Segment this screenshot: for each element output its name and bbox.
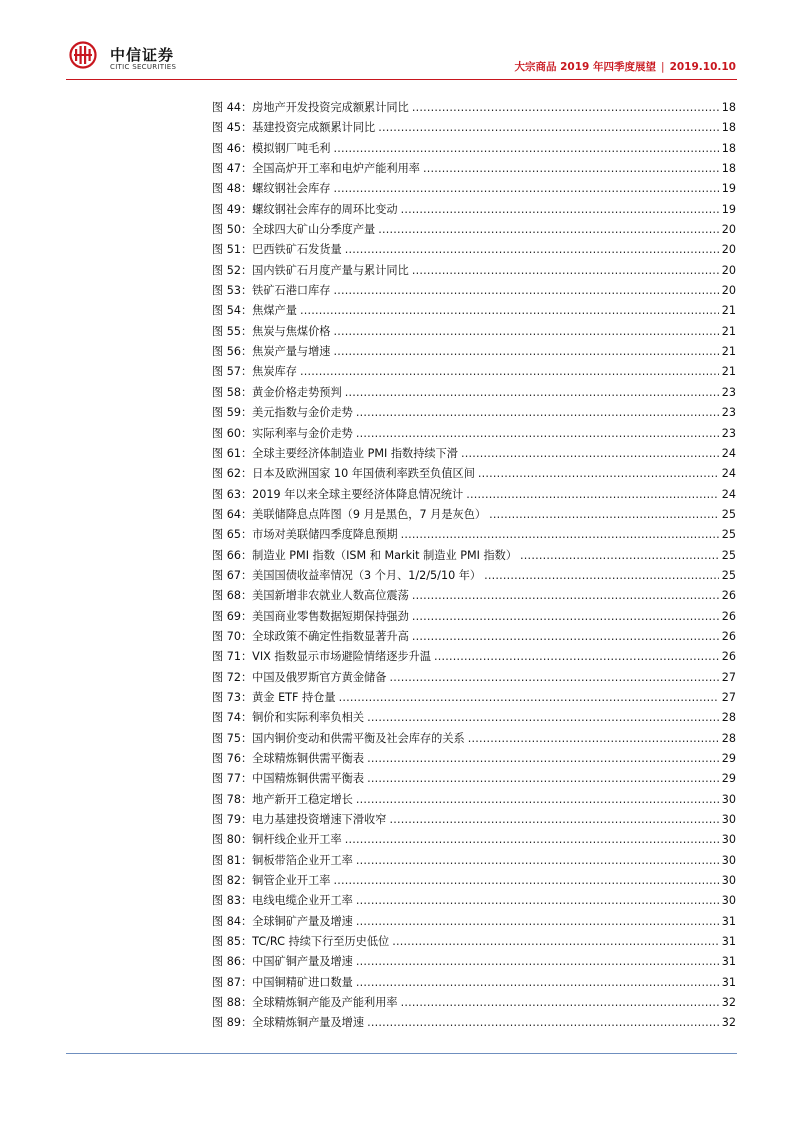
report-header xyxy=(514,59,736,74)
page-number: 24 xyxy=(721,446,736,460)
toc-entry[interactable] xyxy=(212,1013,736,1033)
figure-number: 图 76： xyxy=(212,752,253,765)
figure-number: 图 54： xyxy=(212,304,253,318)
page-number: 21 xyxy=(721,345,736,359)
toc-entry[interactable] xyxy=(212,729,736,749)
figure-title: 螺纹钢社会库存的周环比变动 xyxy=(252,202,398,216)
figure-number: 图 88： xyxy=(212,996,253,1010)
page-number: 30 xyxy=(721,894,736,908)
header-divider xyxy=(66,79,737,80)
toc-entry[interactable] xyxy=(212,546,736,566)
figure-title: 中国矿铜产量及增速 xyxy=(252,955,353,969)
leader-dots xyxy=(520,546,719,566)
figure-number: 图 65： xyxy=(212,528,253,542)
toc-entry[interactable] xyxy=(212,749,736,769)
header-separator: | xyxy=(661,61,665,73)
figure-title: 焦炭库存 xyxy=(252,365,297,379)
figure-number: 图 57： xyxy=(212,365,253,379)
toc-entry[interactable] xyxy=(212,98,736,118)
leader-dots xyxy=(367,749,719,769)
leader-dots xyxy=(334,871,719,891)
figure-number: 图 59： xyxy=(212,406,253,420)
toc-entry[interactable] xyxy=(212,830,736,850)
figure-title: 铜杆线企业开工率 xyxy=(252,833,342,847)
leader-dots xyxy=(356,851,719,871)
page-number: 20 xyxy=(721,284,736,298)
leader-dots xyxy=(300,362,719,382)
leader-dots xyxy=(478,464,719,484)
figure-number: 图 75： xyxy=(212,731,253,745)
leader-dots xyxy=(389,668,718,688)
figure-number: 图 82： xyxy=(212,874,253,888)
figure-number: 图 80： xyxy=(212,833,253,847)
page-number: 30 xyxy=(721,792,736,806)
leader-dots xyxy=(461,444,719,464)
figure-number: 图 62： xyxy=(212,467,253,481)
figure-title: 全球主要经济体制造业 PMI 指数持续下滑 xyxy=(252,446,458,460)
figure-title: 2019 年以来全球主要经济体降息情况统计 xyxy=(252,487,464,501)
toc-entry[interactable] xyxy=(212,912,736,932)
toc-entry[interactable] xyxy=(212,200,736,220)
figure-title: 铜板带箔企业开工率 xyxy=(252,853,353,867)
leader-dots xyxy=(412,627,719,647)
page-number: 30 xyxy=(721,874,736,888)
page-number: 26 xyxy=(721,609,736,623)
toc-entry[interactable] xyxy=(212,139,736,159)
citic-logo-icon xyxy=(66,40,108,70)
figure-number: 图 85： xyxy=(212,935,253,949)
toc-entry[interactable] xyxy=(212,810,736,830)
leader-dots xyxy=(334,139,719,159)
leader-dots xyxy=(367,769,719,789)
page-number: 26 xyxy=(721,589,736,603)
page-number: 23 xyxy=(721,385,736,399)
figure-title: 全球精炼铜供需平衡表 xyxy=(252,752,365,765)
figure-title: 基建投资完成额累计同比 xyxy=(252,121,376,135)
leader-dots xyxy=(401,200,719,220)
page-number: 32 xyxy=(721,1016,736,1030)
toc-entry[interactable] xyxy=(212,342,736,362)
page-number: 19 xyxy=(721,182,736,196)
figure-title: 铜管企业开工率 xyxy=(252,874,331,888)
toc-entry[interactable] xyxy=(212,424,736,444)
leader-dots xyxy=(334,281,719,301)
figure-number: 图 53： xyxy=(212,284,253,298)
leader-dots xyxy=(356,952,719,972)
leader-dots xyxy=(412,586,719,606)
page-number: 31 xyxy=(721,935,736,949)
page-number: 31 xyxy=(721,914,736,928)
leader-dots xyxy=(412,607,719,627)
figure-number: 图 44： xyxy=(212,101,253,114)
leader-dots xyxy=(356,790,719,810)
leader-dots xyxy=(356,912,719,932)
figure-title: 中国及俄罗斯官方黄金储备 xyxy=(252,670,387,684)
page-number: 28 xyxy=(721,711,736,725)
toc-entry[interactable] xyxy=(212,261,736,281)
toc-entry[interactable] xyxy=(212,993,736,1013)
figure-title: 焦炭产量与增速 xyxy=(252,345,331,359)
figure-number: 图 73： xyxy=(212,690,253,704)
figure-title: 铁矿石港口库存 xyxy=(252,284,331,298)
toc-entry[interactable] xyxy=(212,688,736,708)
brand-name-en: CITIC SECURITIES xyxy=(110,63,177,71)
leader-dots xyxy=(356,891,719,911)
page-number: 21 xyxy=(721,324,736,338)
leader-dots xyxy=(356,403,719,423)
figure-number: 图 81： xyxy=(212,853,253,867)
toc-entry[interactable] xyxy=(212,708,736,728)
page-number: 32 xyxy=(721,996,736,1010)
figure-title: 电力基建投资增速下滑收窄 xyxy=(252,813,387,827)
toc-entry[interactable] xyxy=(212,362,736,382)
figure-title: 美元指数与金价走势 xyxy=(252,406,353,420)
leader-dots xyxy=(401,525,719,545)
brand-name: 中信证券 xyxy=(110,46,175,64)
page-header xyxy=(0,0,802,80)
figure-title: 房地产开发投资完成额累计同比 xyxy=(252,101,409,114)
figure-title: 国内铁矿石月度产量与累计同比 xyxy=(252,263,409,277)
figure-title: 中国精炼铜供需平衡表 xyxy=(252,772,365,786)
toc-entry[interactable] xyxy=(212,851,736,871)
page-number: 27 xyxy=(721,690,736,704)
figure-title: 日本及欧洲国家 10 年国债利率跌至负值区间 xyxy=(252,467,475,481)
figure-title: VIX 指数显示市场避险情绪逐步升温 xyxy=(252,650,431,664)
toc-entry[interactable] xyxy=(212,383,736,403)
leader-dots xyxy=(389,810,718,830)
toc-entry[interactable] xyxy=(212,118,736,138)
page-number: 20 xyxy=(721,263,736,277)
page-number: 18 xyxy=(721,121,736,135)
figure-title: 焦煤产量 xyxy=(252,304,297,318)
figure-number: 图 56： xyxy=(212,345,253,359)
page-number: 23 xyxy=(721,406,736,420)
leader-dots xyxy=(367,1013,719,1033)
figure-title: 焦炭与焦煤价格 xyxy=(252,324,331,338)
toc-entry[interactable] xyxy=(212,525,736,545)
toc-entry[interactable] xyxy=(212,281,736,301)
page-number: 30 xyxy=(721,833,736,847)
leader-dots xyxy=(334,342,719,362)
figure-number: 图 68： xyxy=(212,589,253,603)
figure-number: 图 60： xyxy=(212,426,253,440)
toc-entry[interactable] xyxy=(212,891,736,911)
leader-dots xyxy=(468,729,719,749)
page-number: 18 xyxy=(721,162,736,176)
page-number: 29 xyxy=(721,772,736,786)
figure-title: 全球铜矿产量及增速 xyxy=(252,914,353,928)
figure-title: 地产新开工稳定增长 xyxy=(252,792,353,806)
leader-dots xyxy=(334,179,719,199)
page-number: 18 xyxy=(721,141,736,155)
toc-entry[interactable] xyxy=(212,586,736,606)
figure-number: 图 87： xyxy=(212,975,253,989)
page-number: 24 xyxy=(721,467,736,481)
figure-number: 图 45： xyxy=(212,121,253,135)
figure-title: 全球精炼铜产量及增速 xyxy=(252,1016,365,1030)
figure-number: 图 50： xyxy=(212,223,253,237)
leader-dots xyxy=(345,240,719,260)
page-number: 20 xyxy=(721,243,736,257)
page-number: 25 xyxy=(721,507,736,521)
page-number: 30 xyxy=(721,853,736,867)
leader-dots xyxy=(356,973,719,993)
figure-number: 图 47： xyxy=(212,162,253,176)
figure-number: 图 71： xyxy=(212,650,253,664)
figure-number: 图 77： xyxy=(212,772,253,786)
figure-title: 国内铜价变动和供需平衡及社会库存的关系 xyxy=(252,731,465,745)
leader-dots xyxy=(423,159,719,179)
toc-entry[interactable] xyxy=(212,159,736,179)
figure-number: 图 86： xyxy=(212,955,253,969)
leader-dots xyxy=(484,566,719,586)
figure-number: 图 72： xyxy=(212,670,253,684)
figure-title: 铜价和实际利率负相关 xyxy=(252,711,365,725)
figure-number: 图 49： xyxy=(212,202,253,216)
page-number: 21 xyxy=(721,365,736,379)
figure-title: 黄金价格走势预判 xyxy=(252,385,342,399)
page-number: 18 xyxy=(721,101,736,114)
figure-title: 美国新增非农就业人数高位震荡 xyxy=(252,589,409,603)
figure-title: 全球四大矿山分季度产量 xyxy=(252,223,376,237)
leader-dots xyxy=(489,505,719,525)
figure-title: 市场对美联储四季度降息预期 xyxy=(252,528,398,542)
figure-title: 美国国债收益率情况（3 个月、1/2/5/10 年） xyxy=(252,568,482,582)
leader-dots xyxy=(466,485,719,505)
page-number: 25 xyxy=(721,528,736,542)
figure-number: 图 70： xyxy=(212,629,253,643)
page-number: 28 xyxy=(721,731,736,745)
figure-number: 图 48： xyxy=(212,182,253,196)
toc-entry[interactable] xyxy=(212,790,736,810)
figure-title: 巴西铁矿石发货量 xyxy=(252,243,342,257)
figure-title: 实际利率与金价走势 xyxy=(252,426,353,440)
leader-dots xyxy=(378,118,719,138)
figure-title: 制造业 PMI 指数（ISM 和 Markit 制造业 PMI 指数） xyxy=(252,548,518,562)
leader-dots xyxy=(300,301,719,321)
figure-title: 全球政策不确定性指数显著升高 xyxy=(252,629,409,643)
page-number: 21 xyxy=(721,304,736,318)
figure-title: 中国铜精矿进口数量 xyxy=(252,975,353,989)
figure-title: 模拟钢厂吨毛利 xyxy=(252,141,331,155)
toc-entry[interactable] xyxy=(212,566,736,586)
toc-entry[interactable] xyxy=(212,179,736,199)
leader-dots xyxy=(434,647,719,667)
toc-entry[interactable] xyxy=(212,403,736,423)
page-number: 30 xyxy=(721,813,736,827)
report-title: 大宗商品 2019 年四季度展望 xyxy=(514,61,657,73)
toc-entry[interactable] xyxy=(212,444,736,464)
report-date: 2019.10.10 xyxy=(669,61,736,73)
leader-dots xyxy=(356,424,719,444)
toc-entry[interactable] xyxy=(212,301,736,321)
page-number: 31 xyxy=(721,975,736,989)
toc-entry[interactable] xyxy=(212,322,736,342)
toc-entry[interactable] xyxy=(212,871,736,891)
toc-entry[interactable] xyxy=(212,932,736,952)
leader-dots xyxy=(345,830,719,850)
leader-dots xyxy=(339,688,719,708)
toc-entry[interactable] xyxy=(212,485,736,505)
page-number: 19 xyxy=(721,202,736,216)
toc-entry[interactable] xyxy=(212,220,736,240)
figure-index xyxy=(212,98,736,1034)
leader-dots xyxy=(378,220,719,240)
figure-number: 图 74： xyxy=(212,711,253,725)
page-number: 23 xyxy=(721,426,736,440)
page-number: 31 xyxy=(721,955,736,969)
toc-entry[interactable] xyxy=(212,464,736,484)
page-number: 26 xyxy=(721,650,736,664)
toc-entry[interactable] xyxy=(212,240,736,260)
figure-number: 图 52： xyxy=(212,263,253,277)
leader-dots xyxy=(334,322,719,342)
figure-number: 图 58： xyxy=(212,385,253,399)
toc-entry[interactable] xyxy=(212,505,736,525)
figure-title: 全国高炉开工率和电炉产能利用率 xyxy=(252,162,420,176)
page-number: 20 xyxy=(721,223,736,237)
leader-dots xyxy=(392,932,719,952)
figure-number: 图 78： xyxy=(212,792,253,806)
page-number: 27 xyxy=(721,670,736,684)
figure-number: 图 84： xyxy=(212,914,253,928)
figure-number: 图 55： xyxy=(212,324,253,338)
leader-dots xyxy=(412,261,719,281)
figure-title: 黄金 ETF 持仓量 xyxy=(252,690,336,704)
toc-entry[interactable] xyxy=(212,627,736,647)
figure-number: 图 63： xyxy=(212,487,253,501)
figure-number: 图 67： xyxy=(212,568,253,582)
page-number: 26 xyxy=(721,629,736,643)
figure-number: 图 79： xyxy=(212,813,253,827)
leader-dots xyxy=(412,98,719,118)
figure-number: 图 46： xyxy=(212,141,253,155)
figure-number: 图 69： xyxy=(212,609,253,623)
page-number: 29 xyxy=(721,752,736,765)
figure-title: 电线电缆企业开工率 xyxy=(252,894,353,908)
page-number: 25 xyxy=(721,548,736,562)
figure-number: 图 64： xyxy=(212,507,253,521)
figure-number: 图 89： xyxy=(212,1016,253,1030)
figure-title: 美国商业零售数据短期保持强劲 xyxy=(252,609,409,623)
leader-dots xyxy=(345,383,719,403)
leader-dots xyxy=(367,708,719,728)
page-number: 24 xyxy=(721,487,736,501)
figure-title: 美联储降息点阵图（9 月是黑色，7 月是灰色） xyxy=(252,507,487,521)
figure-number: 图 61： xyxy=(212,446,253,460)
leader-dots xyxy=(401,993,719,1013)
figure-title: 全球精炼铜产能及产能利用率 xyxy=(252,996,398,1010)
figure-title: 螺纹钢社会库存 xyxy=(252,182,331,196)
figure-number: 图 66： xyxy=(212,548,253,562)
toc-entry[interactable] xyxy=(212,952,736,972)
toc-entry[interactable] xyxy=(212,769,736,789)
figure-number: 图 83： xyxy=(212,894,253,908)
toc-entry[interactable] xyxy=(212,647,736,667)
figure-title: TC/RC 持续下行至历史低位 xyxy=(252,935,390,949)
toc-entry[interactable] xyxy=(212,973,736,993)
page-number: 25 xyxy=(721,568,736,582)
footer-divider xyxy=(66,1053,737,1054)
toc-entry[interactable] xyxy=(212,668,736,688)
toc-entry[interactable] xyxy=(212,607,736,627)
figure-number: 图 51： xyxy=(212,243,253,257)
